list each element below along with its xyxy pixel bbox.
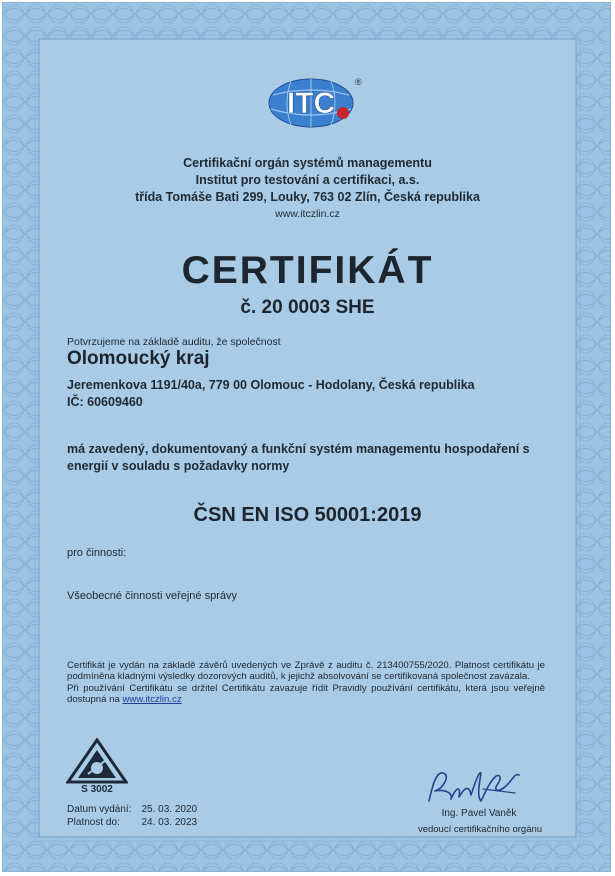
legal-notice <box>67 660 545 705</box>
holder-ic: IČ: 60609460 <box>67 395 143 409</box>
legal-paragraph-1: Certifikát je vydán na základě závěrů uvedených ve Zprávě z auditu č. 213400755/2020. Platnost certifikátu je podmíněna kladnými výsledky dozorových auditů, k jejichž absolvování se certifikovaná společnost zavázala. <box>67 660 545 683</box>
standard-name: ČSN EN ISO 50001:2019 <box>193 504 422 526</box>
certificate-heading: CERTIFIKÁT <box>181 249 434 292</box>
issuer-line-3: třída Tomáše Bati 299, Louky, 763 02 Zlín, Česká republika <box>135 190 480 204</box>
issuer-website: www.itczlin.cz <box>275 208 340 220</box>
certificate-number: č. 20 0003 SHE <box>240 297 375 318</box>
valid-until-value: 24. 03. 2023 <box>141 817 198 828</box>
issued-date-value: 25. 03. 2020 <box>141 804 198 815</box>
issuer-line-2: Institut pro testování a certifikaci, a.s. <box>195 173 420 187</box>
signatory-role: vedoucí certifikačního orgánu <box>417 824 543 835</box>
legal-paragraph-2-text: Při používání Certifikátu se držitel Certifikátu zavazuje řídit Pravidly používání certifikátu, která jsou veřejně dostupná na <box>67 682 545 705</box>
issuer-line-1: Certifikační orgán systémů managementu <box>183 156 432 170</box>
legal-paragraph-2 <box>67 683 545 706</box>
scope-text: Všeobecné činnosti veřejné správy <box>67 590 237 602</box>
holder-name: Olomoucký kraj <box>67 348 210 369</box>
dates-table <box>67 803 207 829</box>
issuer-block <box>3 155 611 223</box>
signature-image <box>423 763 533 811</box>
itc-logo-text: ITC <box>286 87 336 120</box>
signatory-name: Ing. Pavel Vaněk <box>441 808 517 819</box>
valid-until-label: Platnost do: <box>67 817 120 828</box>
compliance-statement: má zavedený, dokumentovaný a funkční systém managementu hospodaření s energií v souladu s požadavky normy <box>67 442 530 473</box>
accreditation-mark-icon <box>66 738 128 794</box>
registered-mark: ® <box>355 77 362 87</box>
accreditation-code: S 3002 <box>81 784 113 794</box>
website-link[interactable]: www.itczlin.cz <box>122 693 182 705</box>
holder-address: Jeremenkova 1191/40a, 779 00 Olomouc - Hodolany, Česká republika <box>67 378 475 392</box>
certificate-paper <box>2 2 611 872</box>
itc-logo <box>265 75 365 131</box>
issued-date-label: Datum vydání: <box>67 804 132 815</box>
holder-intro: Potvrzujeme na základě auditu, že společnost <box>67 336 281 348</box>
scope-label: pro činnosti: <box>67 547 127 559</box>
